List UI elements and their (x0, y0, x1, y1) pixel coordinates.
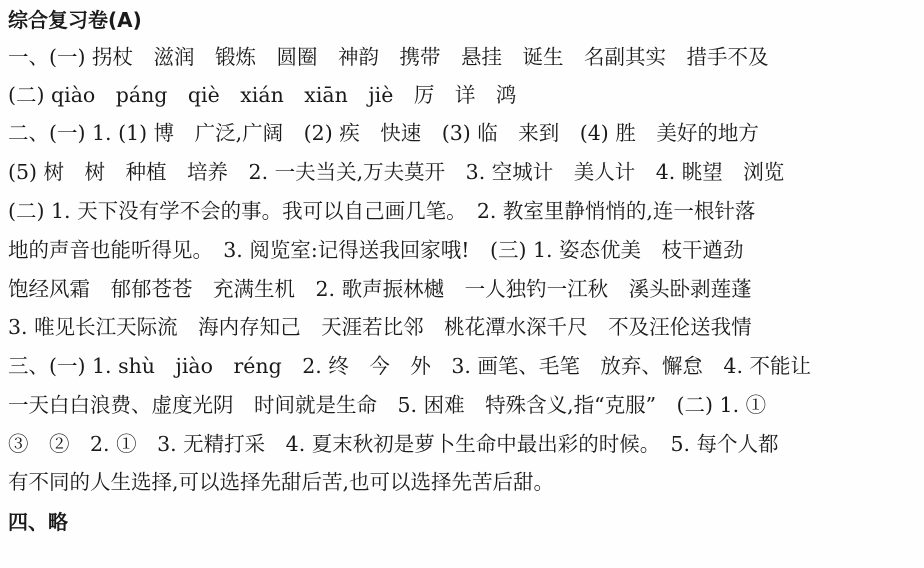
answer-line-7: 饱经风霜 郁郁苍苍 充满生机 2. 歌声振林樾 一人独钓一江秋 溪头卧剥莲蓬 (8, 277, 752, 301)
answer-line-9: 三、(一) 1. shù jiào réng 2. 终 今 外 3. 画笔、毛笔 放弃、懈怠 4. 不能让 (8, 354, 811, 378)
answer-line-11: ③ ② 2. ① 3. 无精打采 4. 夏末秋初是萝卜生命中最出彩的时候。 5. 每个人都 (8, 432, 779, 456)
document-title: 综合复习卷(A) (8, 8, 142, 32)
answer-line-2: (二) qiào páng qiè xián xiān jiè 厉 详 鸿 (8, 83, 517, 107)
answer-line-5: (二) 1. 天下没有学不会的事。我可以自己画几笔。 2. 教室里静悄悄的,连一根针落 (8, 199, 756, 223)
answer-line-10: 一天白白浪费、虚度光阴 时间就是生命 5. 困难 特殊含义,指“克服” (二) 1. ① (8, 393, 767, 417)
answer-line-6: 地的声音也能听得见。 3. 阅览室:记得送我回家哦! (三) 1. 姿态优美 枝干遒劲 (8, 238, 744, 262)
answer-line-8: 3. 唯见长江天际流 海内存知己 天涯若比邻 桃花潭水深千尺 不及汪伦送我情 (8, 315, 752, 339)
answer-line-1: 一、(一) 拐杖 滋润 锻炼 圆圈 神韵 携带 悬挂 诞生 名副其实 措手不及 (8, 45, 769, 69)
answer-line-13: 四、略 (8, 510, 68, 534)
answer-line-4: (5) 树 树 种植 培养 2. 一夫当关,万夫莫开 3. 空城计 美人计 4. 眺望 浏览 (8, 160, 785, 184)
answer-line-3: 二、(一) 1. (1) 博 广泛,广阔 (2) 疾 快速 (3) 临 来到 (4) 胜 美好的地方 (8, 121, 759, 145)
answer-line-12: 有不同的人生选择,可以选择先甜后苦,也可以选择先苦后甜。 (8, 470, 555, 494)
